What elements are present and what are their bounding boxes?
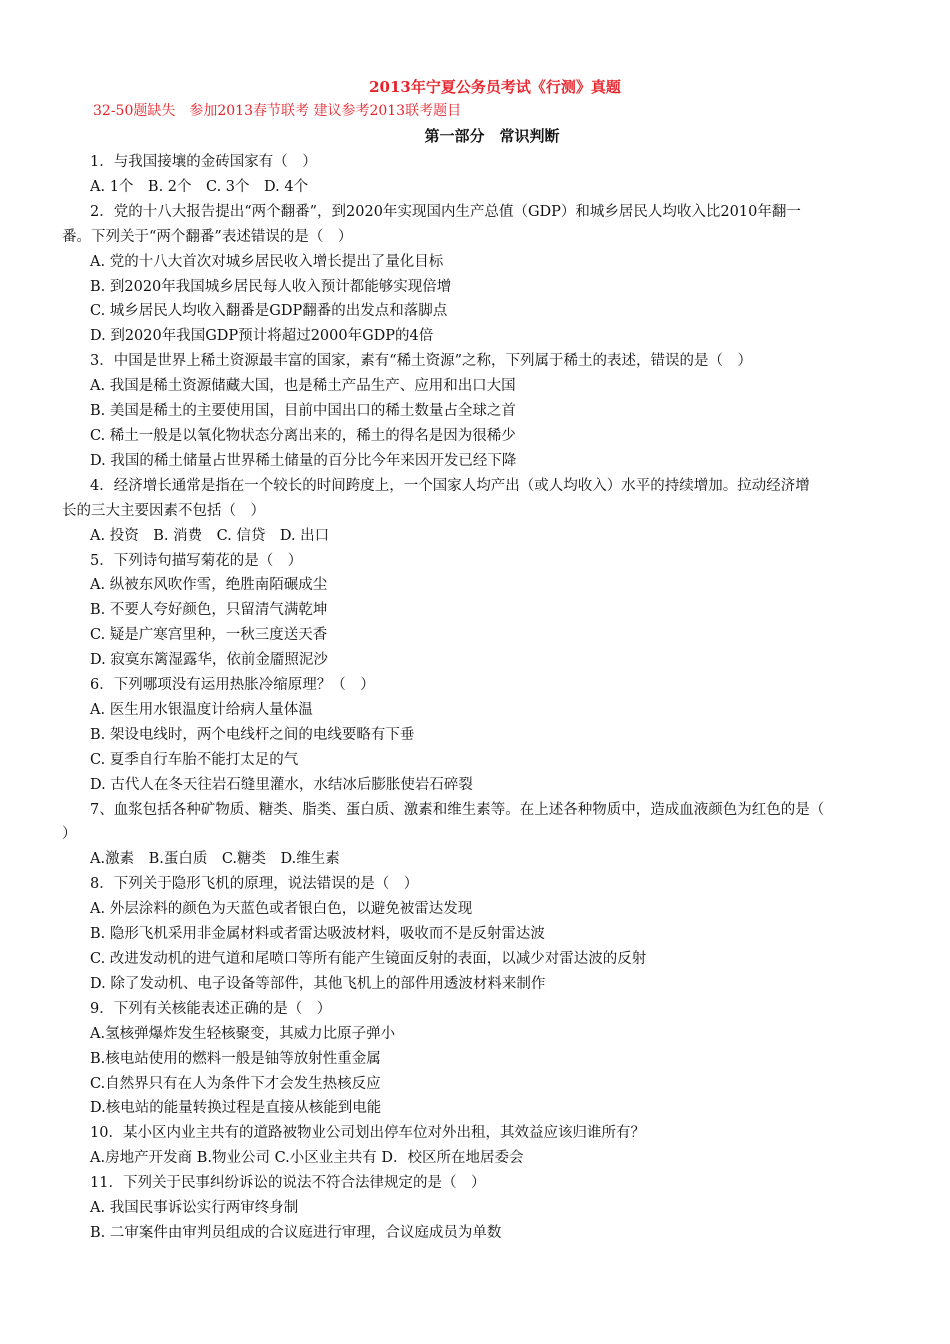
question-4: 4．经济增长通常是指在一个较长的时间跨度上，一个国家人均产出（或人均收入）水平的持续增加。拉动经济增: [90, 477, 810, 494]
option-3a: A. 我国是稀土资源储藏大国，也是稀土产品生产、应用和出口大国: [90, 378, 516, 395]
option-8a: A. 外层涂料的颜色为天蓝色或者银白色，以避免被雷达发现: [90, 901, 473, 918]
option-9b: B.核电站使用的燃料一般是铀等放射性重金属: [90, 1050, 381, 1067]
option-11a: A. 我国民事诉讼实行两审终身制: [90, 1200, 299, 1217]
option-6a: A. 医生用水银温度计给病人量体温: [90, 701, 313, 718]
options-10: A.房地产开发商 B.物业公司 C.小区业主共有 D．校区所在地居委会: [90, 1150, 524, 1167]
option-3d: D. 我国的稀土储量占世界稀土储量的百分比今年来因开发已经下降: [90, 452, 517, 469]
option-8b: B. 隐形飞机采用非金属材料或者雷达吸波材料，吸收而不是反射雷达波: [90, 926, 545, 943]
option-9a: A.氢核弹爆炸发生轻核聚变，其威力比原子弹小: [90, 1025, 396, 1042]
question-2: 2．党的十八大报告提出“两个翻番”，到2020年实现国内生产总值（GDP）和城乡居民人均收入比2010年翻一: [90, 203, 801, 220]
option-6c: C. 夏季自行车胎不能打太足的气: [90, 751, 299, 768]
question-9: 9．下列有关核能表述正确的是（ ）: [90, 1000, 332, 1017]
question-4-cont: 长的三大主要因素不包括（ ）: [62, 502, 265, 519]
option-5a: A. 纵被东风吹作雪，绝胜南陌碾成尘: [90, 577, 328, 594]
option-5c: C. 疑是广寒宫里种，一秋三度送天香: [90, 627, 328, 644]
options-7: A.激素 B.蛋白质 C.糖类 D.维生素: [90, 851, 340, 868]
question-body: [62, 150, 894, 1246]
option-6b: B. 架设电线时，两个电线杆之间的电线要略有下垂: [90, 726, 415, 743]
question-8: 8．下列关于隐形飞机的原理，说法错误的是（ ）: [90, 876, 419, 893]
question-5: 5．下列诗句描写菊花的是（ ）: [90, 552, 303, 569]
question-7-cont: ）: [62, 826, 77, 843]
question-3: 3．中国是世界上稀土资源最丰富的国家，素有“稀土资源”之称，下列属于稀土的表述，错误的是（ ）: [90, 353, 753, 370]
option-2a: A. 党的十八大首次对城乡居民收入增长提出了量化目标: [90, 253, 444, 270]
option-2b: B. 到2020年我国城乡居民每人收入预计都能够实现倍增: [90, 278, 452, 295]
option-8d: D. 除了发动机、电子设备等部件，其他飞机上的部件用透波材料来制作: [90, 975, 546, 992]
option-3c: C. 稀土一般是以氧化物状态分离出来的，稀土的得名是因为很稀少: [90, 427, 516, 444]
question-6: 6．下列哪项没有运用热胀冷缩原理？（ ）: [90, 677, 375, 694]
section-heading: 第一部分 常识判断: [424, 127, 560, 145]
option-5b: B. 不要人夸好颜色，只留清气满乾坤: [90, 602, 328, 619]
option-8c: C. 改进发动机的进气道和尾喷口等所有能产生镜面反射的表面，以减少对雷达波的反射: [90, 951, 647, 967]
question-11: 11．下列关于民事纠纷诉讼的说法不符合法律规定的是（ ）: [90, 1175, 486, 1192]
option-5d: D. 寂寞东篱湿露华，依前金靥照泥沙: [90, 652, 328, 669]
options-1: A. 1个 B. 2个 C. 3个 D. 4个: [90, 178, 309, 195]
question-2-cont: 番。下列关于“两个翻番”表述错误的是（ ）: [62, 228, 353, 245]
question-7: 7、血浆包括各种矿物质、糖类、脂类、蛋白质、激素和维生素等。在上述各种物质中，造成血液颜色为红色的是（: [90, 801, 825, 818]
doc-title: 2013年宁夏公务员考试《行测》真题: [369, 78, 621, 96]
options-4: A. 投资 B. 消费 C. 信贷 D. 出口: [90, 527, 330, 544]
option-9d: D.核电站的能量转换过程是直接从核能到电能: [90, 1100, 382, 1117]
option-11b: B. 二审案件由审判员组成的合议庭进行审理，合议庭成员为单数: [90, 1224, 502, 1241]
option-2d: D. 到2020年我国GDP预计将超过2000年GDP的4倍: [90, 328, 434, 345]
option-6d: D. 古代人在冬天往岩石缝里灌水，水结冰后膨胀使岩石碎裂: [90, 776, 473, 793]
option-3b: B. 美国是稀土的主要使用国，目前中国出口的稀土数量占全球之首: [90, 403, 516, 420]
option-9c: C.自然界只有在人为条件下才会发生热核反应: [90, 1075, 381, 1092]
option-2c: C. 城乡居民人均收入翻番是GDP翻番的出发点和落脚点: [90, 303, 448, 320]
doc-note: 32-50题缺失 参加2013春节联考 建议参考2013联考题目: [93, 103, 462, 119]
question-10: 10．某小区内业主共有的道路被物业公司划出停车位对外出租，其效益应该归谁所有？: [90, 1125, 645, 1142]
question-1: 1．与我国接壤的金砖国家有（ ）: [90, 154, 317, 170]
